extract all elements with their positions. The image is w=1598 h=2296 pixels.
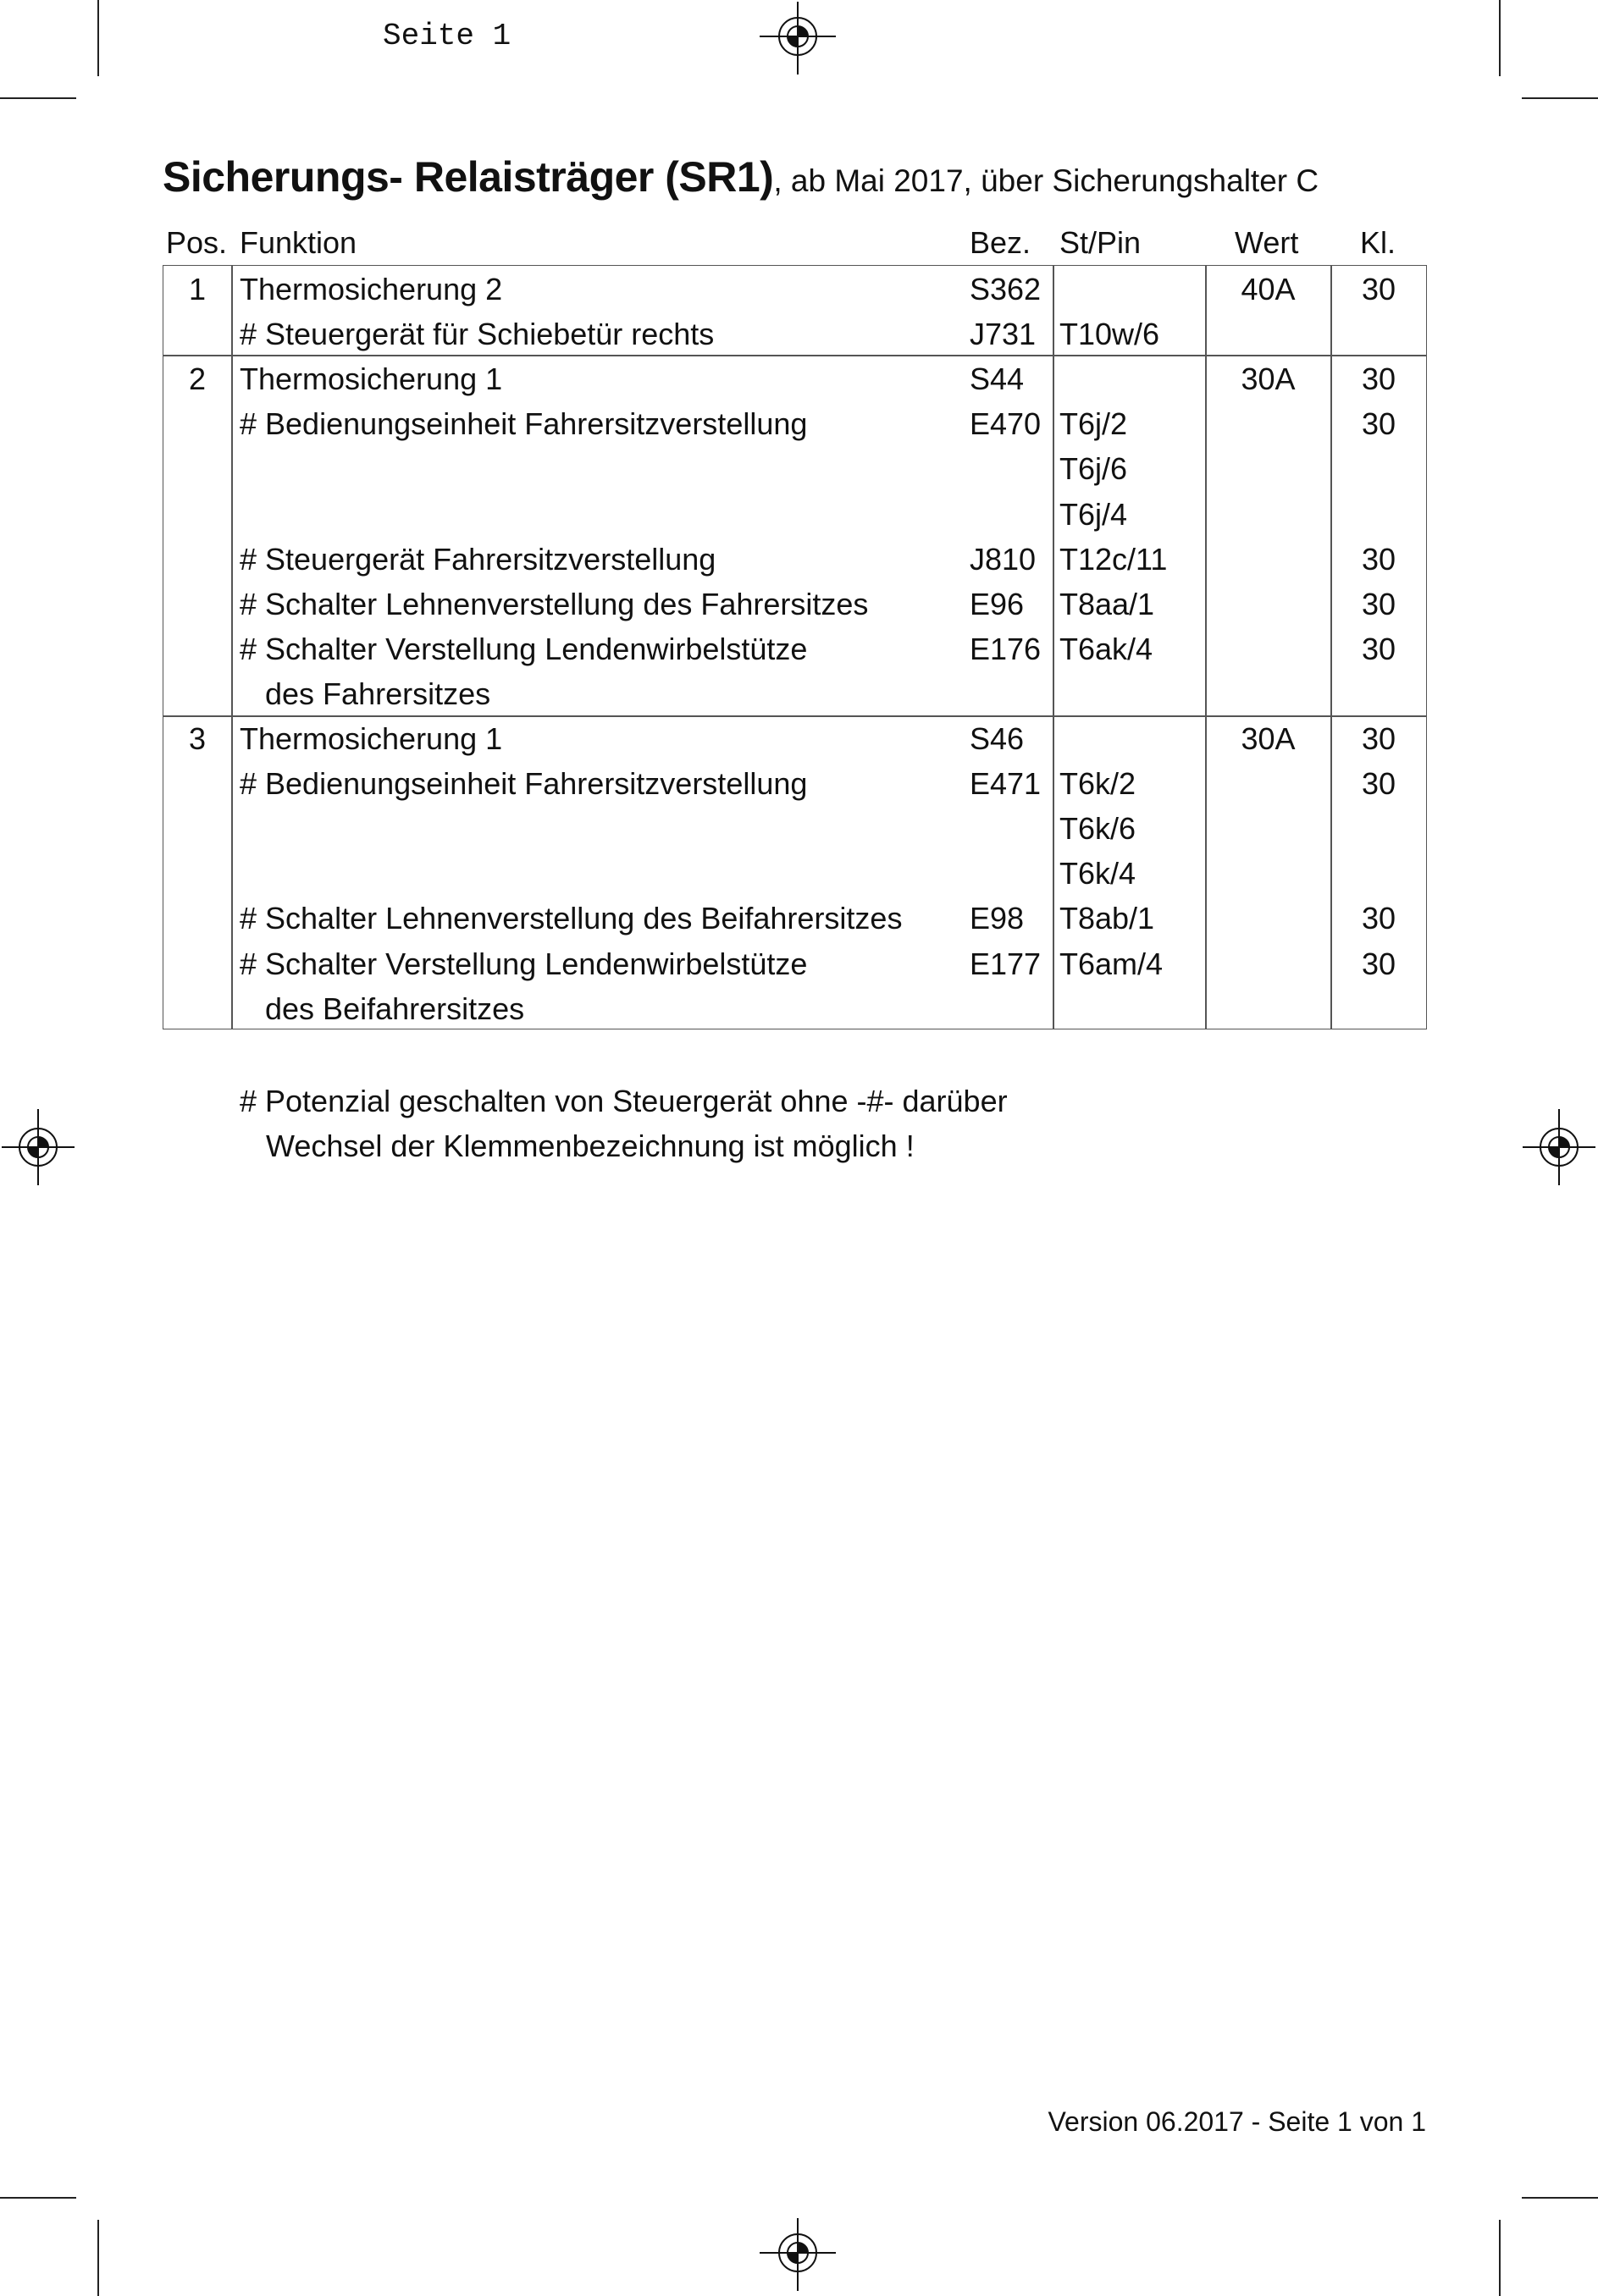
cell-funktion: Thermosicherung 2 [240,272,503,306]
cell-kl: 30 [1361,766,1396,801]
cell-bez: E176 [970,632,1042,666]
cell-pos: 3 [188,721,207,756]
crop-mark [0,97,76,99]
document-title [163,152,1319,201]
page-label: Seite 1 [383,19,511,53]
cell-kl: 30 [1361,632,1396,666]
cell-stpin: T6ak/4 [1059,632,1153,666]
crop-mark [1499,2220,1501,2296]
title-bold: Sicherungs- Relaisträger (SR1) [163,153,774,201]
col-header-bez: Bez. [970,225,1031,260]
cell-funktion: Thermosicherung 1 [240,362,503,396]
cell-funktion: # Bedienungseinheit Fahrersitzverstellung [240,406,808,441]
cell-funktion: des Fahrersitzes [240,676,491,711]
note-line-1: # Potenzial geschalten von Steuergerät ohne -#- darüber [240,1084,1008,1118]
crop-mark [1522,97,1598,99]
col-header-wert: Wert [1235,225,1299,260]
cell-stpin: T6am/4 [1059,947,1164,981]
cell-stpin: T6k/4 [1059,856,1136,891]
note-line-2: Wechsel der Klemmenbezeichnung ist möglich ! [266,1129,915,1163]
cell-wert: 30A [1241,362,1296,396]
col-header-kl: Kl. [1360,225,1396,260]
cell-bez: J810 [970,542,1037,577]
cell-funktion: des Beifahrersitzes [240,991,525,1026]
cell-funktion: # Schalter Verstellung Lendenwirbelstütze [240,632,808,666]
cell-pos: 1 [188,272,207,306]
cell-stpin: T6j/2 [1059,406,1128,441]
cell-bez: S362 [970,272,1042,306]
crop-mark [1522,2197,1598,2199]
col-header-funktion: Funktion [240,225,357,260]
cell-pos: 2 [188,362,207,396]
cell-bez: E177 [970,947,1042,981]
cell-stpin: T8ab/1 [1059,901,1155,936]
col-header-pos: Pos. [166,225,228,260]
cell-bez: S46 [970,721,1025,756]
cell-wert: 30A [1241,721,1296,756]
registration-mark-icon [760,2,836,75]
cell-stpin: T8aa/1 [1059,587,1155,621]
cell-funktion: # Schalter Lehnenverstellung des Beifahrersitzes [240,901,903,936]
cell-funktion: # Schalter Verstellung Lendenwirbelstütze [240,947,808,981]
cell-kl: 30 [1361,272,1396,306]
crop-mark [1499,0,1501,76]
cell-bez: J731 [970,317,1037,351]
crop-mark [0,2197,76,2199]
cell-kl: 30 [1361,406,1396,441]
cell-kl: 30 [1361,721,1396,756]
registration-mark-icon [1523,1109,1595,1185]
row-divider [163,715,1427,717]
col-header-stpin: St/Pin [1059,225,1142,260]
footer-version: Version 06.2017 - Seite 1 von 1 [1048,2106,1426,2137]
cell-stpin: T10w/6 [1059,317,1160,351]
column-divider [231,265,233,1029]
cell-stpin: T6j/6 [1059,451,1128,486]
cell-kl: 30 [1361,587,1396,621]
cell-kl: 30 [1361,542,1396,577]
cell-kl: 30 [1361,947,1396,981]
cell-wert: 40A [1241,272,1296,306]
cell-kl: 30 [1361,901,1396,936]
cell-bez: E96 [970,587,1025,621]
cell-funktion: Thermosicherung 1 [240,721,503,756]
cell-bez: E471 [970,766,1042,801]
column-divider [1053,265,1054,1029]
registration-mark-icon [2,1109,75,1185]
cell-funktion: # Bedienungseinheit Fahrersitzverstellung [240,766,808,801]
column-divider [1330,265,1332,1029]
registration-mark-icon [760,2218,836,2291]
cell-stpin: T6k/6 [1059,811,1136,846]
column-divider [1205,265,1207,1029]
row-divider [163,355,1427,356]
cell-stpin: T6k/2 [1059,766,1136,801]
cell-funktion: # Steuergerät für Schiebetür rechts [240,317,715,351]
cell-bez: E98 [970,901,1025,936]
crop-mark [97,0,99,76]
cell-stpin: T6j/4 [1059,497,1128,532]
crop-mark [97,2220,99,2296]
cell-funktion: # Steuergerät Fahrersitzverstellung [240,542,716,577]
cell-funktion: # Schalter Lehnenverstellung des Fahrersitzes [240,587,869,621]
cell-bez: S44 [970,362,1025,396]
title-subtitle: , ab Mai 2017, über Sicherungshalter C [773,163,1319,198]
cell-stpin: T12c/11 [1059,542,1168,577]
cell-kl: 30 [1361,362,1396,396]
cell-bez: E470 [970,406,1042,441]
